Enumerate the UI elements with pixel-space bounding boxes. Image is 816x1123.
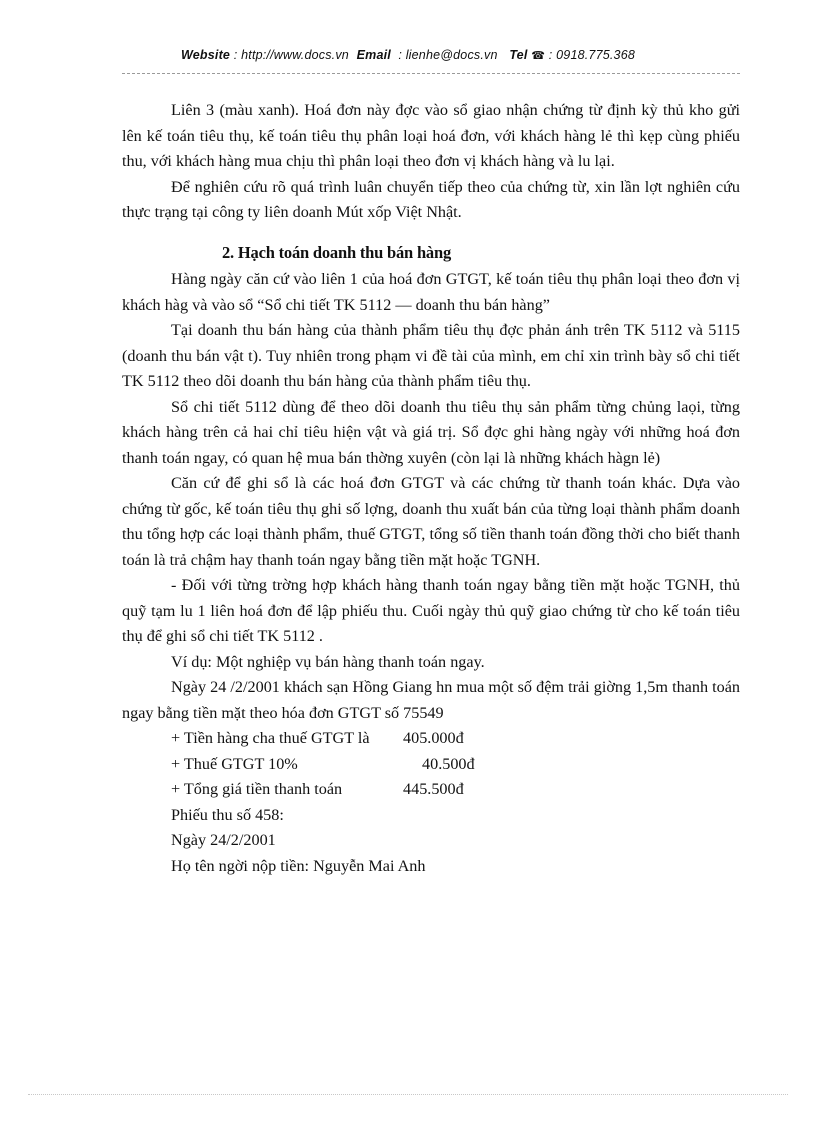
paragraph: Để nghiên cứu rõ quá trình luân chuyển tiếp theo của chứng từ, xin lần lợt nghiên cứu thực trạng tại công ty liên doanh Mút xốp Việt Nhật. [122, 177, 740, 221]
website-label: Website [180, 48, 231, 62]
paragraph: Liên 3 (màu xanh). Hoá đơn này đợc vào sổ giao nhận chứng từ định kỳ thủ kho gửi lên kế toán tiêu thụ, kế toán tiêu thụ phân loại hoá đơn, với khách hàng lẻ thì kẹp cùng phiếu thu, với khách hàng mua chịu thì phân loại theo đơn vị khách hàng và lu lại. [122, 101, 740, 170]
amount-label: + Tiền hàng cha thuế GTGT là [171, 729, 370, 747]
receipt-date: Ngày 24/2/2001 [171, 831, 276, 849]
receipt-number: Phiếu thu số 458: [171, 805, 284, 824]
paragraph: Hàng ngày căn cứ vào liên 1 của hoá đơn GTGT, kế toán tiêu thụ phân loại theo đơn vị khách hàg và vào sổ “Sổ chi tiết TK 5112 — doanh thu bán hàng” [122, 270, 740, 314]
amount-value: 405.000đ [403, 729, 464, 747]
amount-label: + Tổng giá tiền thanh toán [171, 780, 343, 798]
paragraph: Căn cứ để ghi sổ là các hoá đơn GTGT và các chứng từ thanh toán khác. Dựa vào chứng từ gốc, kế toán tiêu thụ ghi số lợng, doanh thu xuất bán của từng loại thành phẩm doanh thu tổng hợp các loại thành phẩm, thuế GTGT, tổng số tiền thanh toán đồng thời cho biết thanh toán là trả chậm hay thanh toán ngay bằng tiền mặt hoặc TGNH. [122, 474, 740, 569]
document-body [122, 98, 740, 879]
amount-label: + Thuế GTGT 10% [171, 754, 298, 773]
paragraph: Sổ chi tiết 5112 dùng để theo dõi doanh thu tiêu thụ sản phẩm từng chủng laọi, từng khách hàng trên cả hai chỉ tiêu hiện vật và giá trị. Sổ đợc ghi hàng ngày với những hoá đơn thanh toán ngay, có quan hệ mua bán thờng xuyên (còn lại là những khách hàgn lẻ) [122, 397, 740, 467]
paragraph: Ngày 24 /2/2001 khách sạn Hồng Giang hn mua một số đệm trải giờng 1,5m thanh toán ngay bằng tiền mặt theo hóa đơn GTGT số 75549 [122, 678, 740, 722]
email-label: Email [356, 48, 391, 62]
email-address[interactable]: lienhe@docs.vn [405, 48, 498, 62]
section-heading: 2. Hạch toán doanh thu bán hàng [222, 242, 452, 262]
paragraph: Tại doanh thu bán hàng của thành phẩm tiêu thụ đợc phản ánh trên TK 5112 và 5115 (doanh thu bán vật t). Tuy nhiên trong phạm vi đề tài của mình, em chỉ xin trình bày sổ chi tiết TK 5112 theo dõi doanh thu bán hàng của thành phẩm tiêu thụ. [122, 321, 740, 390]
amount-value: 445.500đ [403, 780, 464, 798]
footer-divider [28, 1094, 788, 1095]
header-divider [122, 73, 740, 74]
amount-line [122, 752, 740, 778]
paragraph: - Đối với từng trờng hợp khách hàng thanh toán ngay bằng tiền mặt hoặc TGNH, thủ quỹ tạm lu 1 liên hoá đơn để lập phiếu thu. Cuối ngày thủ quỹ giao chứng từ cho kế toán tiêu thụ để ghi sổ chi tiết TK 5112 . [122, 576, 740, 645]
website-url[interactable]: http://www.docs.vn [241, 48, 349, 62]
amount-line [122, 726, 740, 752]
payer-name: Họ tên ngời nộp tiền: Nguyễn Mai Anh [171, 856, 426, 875]
paragraph: Ví dụ: Một nghiệp vụ bán hàng thanh toán ngay. [171, 652, 485, 671]
amount-line [122, 777, 740, 803]
amount-value: 40.500đ [422, 754, 475, 773]
phone-icon: ☎ [531, 50, 546, 62]
tel-label: Tel [509, 48, 528, 62]
tel-number: 0918.775.368 [556, 48, 636, 62]
page-header: Website : http://www.docs.vn Email : lienhe@docs.vn Tel ☎ : 0918.775.368 [180, 48, 636, 62]
